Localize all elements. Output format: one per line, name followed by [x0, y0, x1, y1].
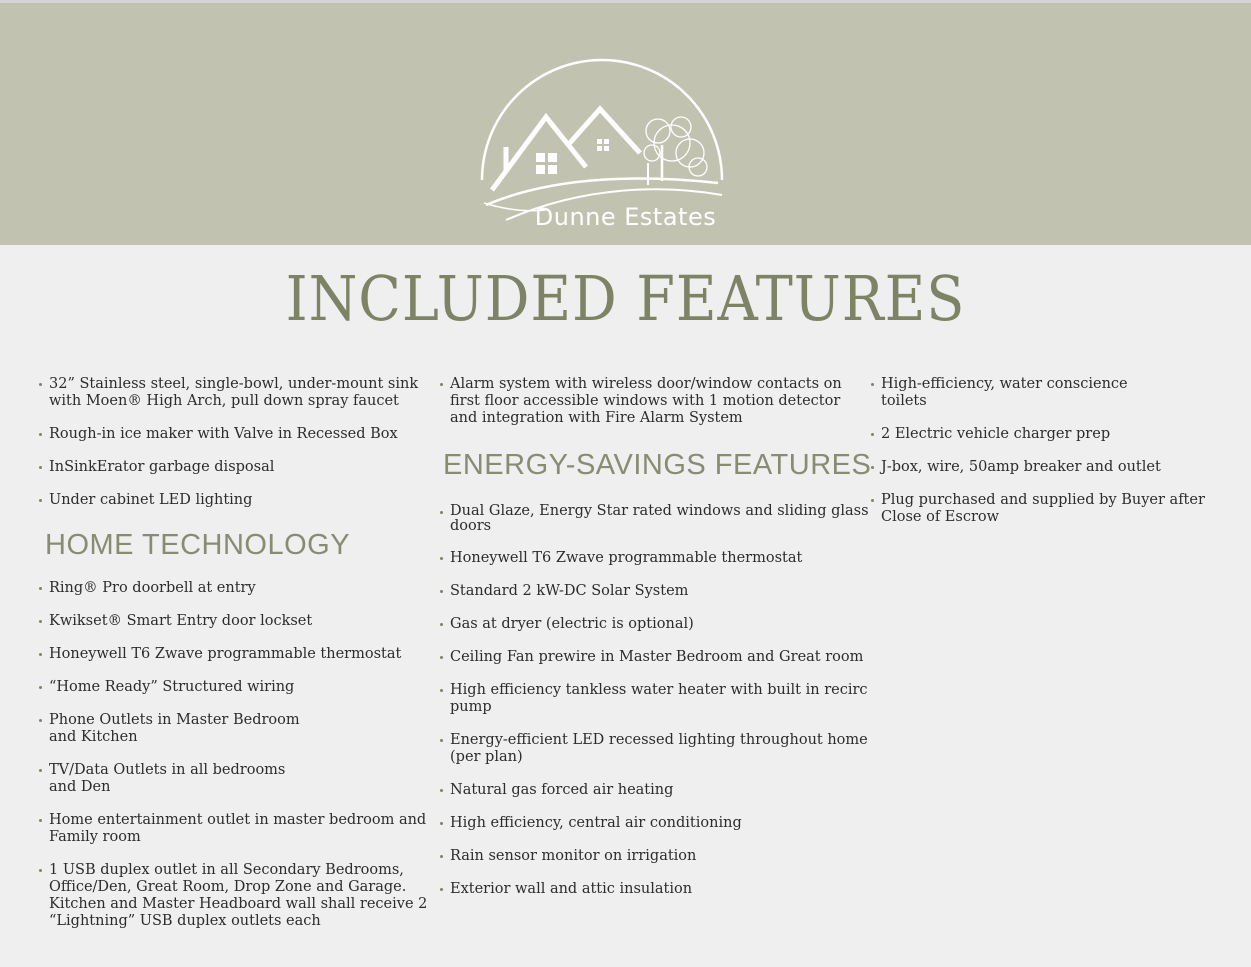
- home-technology-heading: HOME TECHNOLOGY: [45, 529, 351, 561]
- list-item: Ceiling Fan prewire in Master Bedroom and Great room: [440, 649, 870, 666]
- list-item: Energy-efficient LED recessed lighting throughout home (per plan): [440, 732, 870, 766]
- list-item: 32” Stainless steel, single-bowl, under-mount sink with Moen® High Arch, pull down spray faucet: [39, 376, 434, 410]
- list-item: Exterior wall and attic insulation: [440, 881, 870, 898]
- list-item: Standard 2 kW-DC Solar System: [440, 583, 870, 600]
- list-item: Natural gas forced air heating: [440, 782, 870, 799]
- list-item: Ring® Pro doorbell at entry: [39, 580, 434, 597]
- list-item: J-box, wire, 50amp breaker and outlet: [871, 459, 1241, 476]
- features-column-3: [871, 376, 1241, 542]
- list-item: High efficiency tankless water heater with built in recirc pump: [440, 682, 870, 716]
- list-item: Dual Glaze, Energy Star rated windows and sliding glass doors: [440, 504, 870, 534]
- list-item: Rough-in ice maker with Valve in Recessed Box: [39, 426, 434, 443]
- list-item: Alarm system with wireless door/window contacts on first floor accessible windows with 1 motion detector and integration with Fire Alarm System: [440, 376, 870, 427]
- features-column-1: [39, 376, 434, 946]
- brand-name: Dunne Estates: [534, 203, 717, 231]
- other-features-list: [871, 376, 1241, 526]
- list-item: Rain sensor monitor on irrigation: [440, 848, 870, 865]
- list-item: InSinkErator garbage disposal: [39, 459, 434, 476]
- energy-savings-heading: ENERGY-SAVINGS FEATURES: [443, 449, 872, 481]
- energy-savings-list: [440, 504, 870, 898]
- list-item: High efficiency, central air conditioning: [440, 815, 870, 832]
- list-item: TV/Data Outlets in all bedrooms and Den: [39, 762, 434, 796]
- list-item: Plug purchased and supplied by Buyer after Close of Escrow: [871, 492, 1241, 526]
- list-item: Home entertainment outlet in master bedroom and Family room: [39, 812, 434, 846]
- alarm-features-list: [440, 376, 870, 427]
- list-item: Under cabinet LED lighting: [39, 492, 434, 509]
- list-item: High-efficiency, water conscience toilets: [871, 376, 1241, 410]
- page-title: INCLUDED FEATURES: [285, 262, 966, 335]
- home-technology-list: [39, 580, 434, 930]
- kitchen-features-list: [39, 376, 434, 509]
- list-item: 1 USB duplex outlet in all Secondary Bedrooms, Office/Den, Great Room, Drop Zone and Garage. Kitchen and Master Headboard wall shall receive 2 “Lightning” USB duplex outlets each: [39, 862, 434, 930]
- list-item: Honeywell T6 Zwave programmable thermostat: [440, 550, 870, 567]
- list-item: Phone Outlets in Master Bedroom and Kitchen: [39, 712, 434, 746]
- list-item: 2 Electric vehicle charger prep: [871, 426, 1241, 443]
- list-item: Gas at dryer (electric is optional): [440, 616, 870, 633]
- list-item: “Home Ready” Structured wiring: [39, 679, 434, 696]
- list-item: Kwikset® Smart Entry door lockset: [39, 613, 434, 630]
- features-column-2: [440, 376, 870, 914]
- list-item: Honeywell T6 Zwave programmable thermostat: [39, 646, 434, 663]
- header-banner: [0, 3, 1251, 245]
